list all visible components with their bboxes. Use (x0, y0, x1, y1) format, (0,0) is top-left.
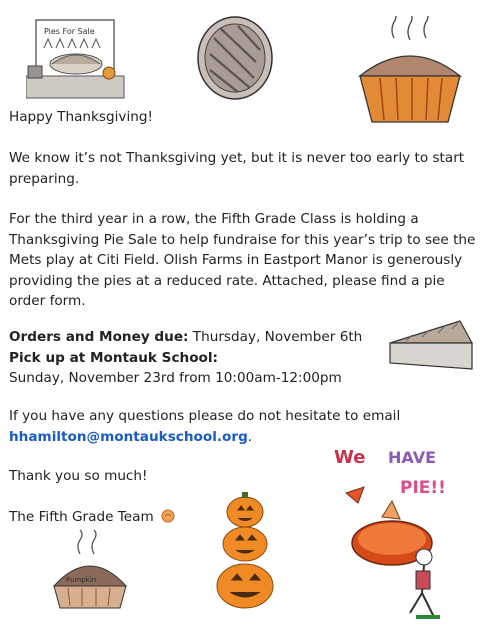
questions-text: If you have any questions please do not hesitate to email (9, 408, 401, 424)
orders-due-line (9, 327, 362, 348)
we-have-pie-drawing (330, 437, 472, 631)
pie-slice-drawing (386, 313, 476, 375)
greeting-text: Happy Thanksgiving! (9, 109, 153, 125)
we-have-pie-we: We (334, 447, 366, 468)
orders-due-value: Thursday, November 6th (188, 329, 363, 345)
pickup-time: Sunday, November 23rd from 10:00am-12:00pm (9, 370, 342, 386)
email-line (9, 427, 252, 448)
small-pumpkin-icon (161, 509, 175, 523)
pies-for-sale-stand-drawing (26, 16, 128, 106)
pickup-label-line (9, 348, 218, 369)
round-pie-drawing (194, 14, 276, 102)
email-suffix: . (247, 429, 253, 445)
pumpkin-pie-drawing (48, 528, 132, 612)
pies-for-sale-sign: Pies For Sale (44, 27, 95, 36)
pumpkin-label: Pumpkin (66, 576, 97, 584)
signoff-line (9, 507, 175, 528)
we-have-pie-have: HAVE (388, 448, 436, 467)
thanks-text: Thank you so much! (9, 468, 148, 484)
jack-o-lantern-stack-drawing (214, 488, 276, 616)
intro-paragraph: We know it’s not Thanksgiving yet, but it is never too early to start preparing. (9, 150, 465, 187)
orders-due-label: Orders and Money due: (9, 329, 189, 345)
signoff-text: The Fifth Grade Team (9, 509, 154, 525)
fundraiser-paragraph: For the third year in a row, the Fifth Grade Class is holding a Thanksgiving Pie Sale to help fundraise for this year’s trip to see the Mets play at Citi Field. Olish Farms in Eastport Manor is generously providing the pies at a reduced rate. Attached, please find a pie order form. (9, 211, 476, 309)
steaming-pie-drawing (352, 16, 468, 128)
email-link[interactable]: hhamilton@montaukschool.org (9, 429, 248, 445)
pickup-label: Pick up at Montauk School: (9, 350, 218, 366)
we-have-pie-pie: PIE!! (400, 478, 446, 498)
